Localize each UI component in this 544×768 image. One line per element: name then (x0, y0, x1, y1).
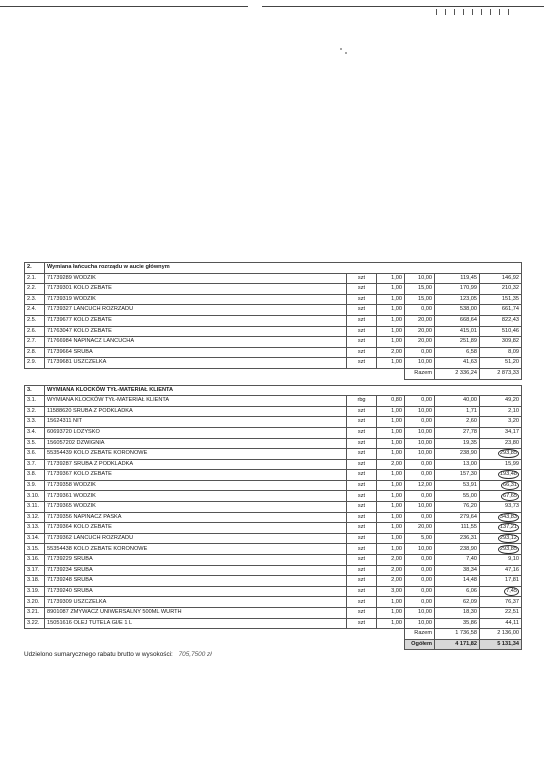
item-number: 2.9. (25, 358, 45, 369)
scan-speck (340, 48, 342, 50)
item-description: 71739361 WODZIK (45, 491, 347, 502)
table-row (25, 326, 522, 337)
item-gross (480, 523, 522, 534)
item-gross: 510,46 (480, 326, 522, 337)
item-unit: szt (347, 294, 377, 305)
table-row (25, 533, 522, 544)
item-number: 2.7. (25, 337, 45, 348)
item-quantity: 2,00 (377, 565, 405, 576)
item-net: 236,31 (435, 533, 480, 544)
item-discount: 15,00 (405, 284, 435, 295)
item-unit: szt (347, 427, 377, 438)
item-gross (480, 449, 522, 460)
table-row (25, 586, 522, 597)
item-gross (480, 533, 522, 544)
item-quantity: 1,00 (377, 608, 405, 619)
item-description: 71739367 KOLO ZEBATE (45, 470, 347, 481)
item-description: 15624311 NIT (45, 417, 347, 428)
item-description: 71739364 KOLO ZEBATE (45, 523, 347, 534)
item-description: 60693720 LOZYSKO (45, 427, 347, 438)
item-quantity: 1,00 (377, 512, 405, 523)
item-unit: szt (347, 459, 377, 470)
table-row (25, 315, 522, 326)
item-number: 3.7. (25, 459, 45, 470)
section-sum-row (25, 629, 522, 640)
circled-value: 137,21 (499, 524, 517, 531)
item-quantity: 1,00 (377, 294, 405, 305)
item-gross: 822,43 (480, 315, 522, 326)
item-discount: 15,00 (405, 294, 435, 305)
sum-label: Razem (405, 629, 435, 640)
item-number: 3.12. (25, 512, 45, 523)
item-number: 3.16. (25, 555, 45, 566)
item-net: 53,91 (435, 480, 480, 491)
item-quantity: 1,00 (377, 305, 405, 316)
item-gross (480, 586, 522, 597)
item-description: 71739362 LANCUCH ROZRZADU (45, 533, 347, 544)
item-quantity: 3,00 (377, 586, 405, 597)
sum-spacer (25, 368, 405, 379)
table-row (25, 396, 522, 407)
table-row (25, 597, 522, 608)
item-number: 3.10. (25, 491, 45, 502)
item-gross (480, 512, 522, 523)
item-discount: 10,00 (405, 427, 435, 438)
item-net: 170,99 (435, 284, 480, 295)
item-unit: szt (347, 284, 377, 295)
circled-value: 66,31 (503, 481, 517, 488)
item-number: 3.19. (25, 586, 45, 597)
circled-value: 7,45 (506, 587, 517, 594)
item-unit: szt (347, 417, 377, 428)
item-net: 123,05 (435, 294, 480, 305)
table-row (25, 284, 522, 295)
item-discount: 0,00 (405, 305, 435, 316)
item-gross: 309,82 (480, 337, 522, 348)
invoice-table (24, 262, 522, 650)
item-unit: szt (347, 358, 377, 369)
item-number: 3.22. (25, 618, 45, 629)
item-gross: 93,73 (480, 502, 522, 513)
item-description: 55354439 KOLO ZEBATE KORONOWE (45, 449, 347, 460)
sum-spacer (25, 629, 405, 640)
table-row (25, 438, 522, 449)
item-discount: 10,00 (405, 358, 435, 369)
item-description: 8901087 ZMYWACZ UNIWERSALNY 500ML WURTH (45, 608, 347, 619)
item-net: 19,35 (435, 438, 480, 449)
item-unit: rbg (347, 396, 377, 407)
item-unit: szt (347, 315, 377, 326)
sum-gross: 2 136,00 (480, 629, 522, 640)
item-net: 538,00 (435, 305, 480, 316)
table-row (25, 608, 522, 619)
item-gross: 661,74 (480, 305, 522, 316)
table-row (25, 427, 522, 438)
grand-total-gross: 5 131,34 (480, 639, 522, 650)
item-unit: szt (347, 470, 377, 481)
discount-value: 705,7500 zł (178, 651, 212, 658)
item-discount: 10,00 (405, 438, 435, 449)
item-net: 18,30 (435, 608, 480, 619)
item-discount: 20,00 (405, 326, 435, 337)
section-title: Wymiana łańcucha rozrządu w aucie głównym (45, 263, 522, 274)
item-net: 38,34 (435, 565, 480, 576)
item-gross: 44,11 (480, 618, 522, 629)
item-gross: 9,10 (480, 555, 522, 566)
item-unit: szt (347, 305, 377, 316)
discount-text: Udzielono sumarycznego rabatu brutto w wysokości: (24, 651, 173, 658)
table-row (25, 544, 522, 555)
item-discount: 0,00 (405, 347, 435, 358)
item-quantity: 1,00 (377, 406, 405, 417)
item-description: 71739234 SRUBA (45, 565, 347, 576)
item-description: 71739664 SRUBA (45, 347, 347, 358)
item-gross: 34,17 (480, 427, 522, 438)
item-net: 668,64 (435, 315, 480, 326)
item-description: 71739677 KOLO ZEBATE (45, 315, 347, 326)
item-description: 71739287 SRUBA Z PODKLADKA (45, 459, 347, 470)
item-discount: 0,00 (405, 565, 435, 576)
circled-value: 67,65 (503, 492, 517, 499)
item-quantity: 1,00 (377, 438, 405, 449)
invoice-table-body (25, 263, 522, 650)
item-gross (480, 544, 522, 555)
item-gross: 47,16 (480, 565, 522, 576)
scan-marks (436, 2, 526, 8)
item-discount: 10,00 (405, 618, 435, 629)
item-quantity: 1,00 (377, 427, 405, 438)
item-quantity: 1,00 (377, 470, 405, 481)
item-description: WYMIANA KLOCKÓW TYŁ-MATERIAŁ KLIENTA (45, 396, 347, 407)
item-quantity: 1,00 (377, 533, 405, 544)
item-gross (480, 480, 522, 491)
circled-value: 293,12 (499, 534, 517, 541)
item-description: 11588620 SRUBA Z PODKLADKA (45, 406, 347, 417)
item-discount: 10,00 (405, 608, 435, 619)
item-unit: szt (347, 586, 377, 597)
item-quantity: 1,00 (377, 337, 405, 348)
item-net: 76,20 (435, 502, 480, 513)
item-unit: szt (347, 491, 377, 502)
item-description: 71739327 LANCUCH ROZRZADU (45, 305, 347, 316)
item-number: 3.18. (25, 576, 45, 587)
item-number: 3.5. (25, 438, 45, 449)
item-gross: 22,51 (480, 608, 522, 619)
item-description: 71739681 USZCZELKA (45, 358, 347, 369)
item-unit: szt (347, 326, 377, 337)
table-row (25, 358, 522, 369)
table-row (25, 273, 522, 284)
item-net: 238,90 (435, 449, 480, 460)
item-quantity: 2,00 (377, 459, 405, 470)
table-row (25, 512, 522, 523)
item-net: 415,01 (435, 326, 480, 337)
item-description: 71763047 KOLO ZEBATE (45, 326, 347, 337)
item-unit: szt (347, 449, 377, 460)
item-net: 279,64 (435, 512, 480, 523)
item-net: 1,71 (435, 406, 480, 417)
item-quantity: 1,00 (377, 523, 405, 534)
item-description: 156057202 DZWIGNIA (45, 438, 347, 449)
item-discount: 0,00 (405, 417, 435, 428)
table-row (25, 480, 522, 491)
item-gross (480, 470, 522, 481)
item-number: 3.8. (25, 470, 45, 481)
item-unit: szt (347, 533, 377, 544)
item-gross (480, 491, 522, 502)
table-row (25, 459, 522, 470)
item-quantity: 1,00 (377, 284, 405, 295)
item-gross: 210,32 (480, 284, 522, 295)
table-row (25, 305, 522, 316)
circled-value: 293,85 (499, 545, 517, 552)
item-description: 71739289 WODZIK (45, 273, 347, 284)
item-discount: 10,00 (405, 544, 435, 555)
total-spacer (25, 639, 405, 650)
item-number: 3.4. (25, 427, 45, 438)
item-unit: szt (347, 273, 377, 284)
item-number: 3.6. (25, 449, 45, 460)
item-description: 71739229 SRUBA (45, 555, 347, 566)
table-row (25, 523, 522, 534)
table-row (25, 491, 522, 502)
item-net: 41,63 (435, 358, 480, 369)
item-number: 3.2. (25, 406, 45, 417)
item-quantity: 2,00 (377, 555, 405, 566)
item-gross: 2,10 (480, 406, 522, 417)
item-unit: szt (347, 618, 377, 629)
item-number: 2.6. (25, 326, 45, 337)
scan-speck (345, 52, 347, 54)
item-discount: 0,00 (405, 576, 435, 587)
item-number: 3.17. (25, 565, 45, 576)
item-number: 2.4. (25, 305, 45, 316)
item-net: 6,06 (435, 586, 480, 597)
item-gross: 8,09 (480, 347, 522, 358)
grand-total-label: Ogółem (405, 639, 435, 650)
item-discount: 5,00 (405, 533, 435, 544)
grand-total-row (25, 639, 522, 650)
item-discount: 10,00 (405, 406, 435, 417)
section-number: 2. (25, 263, 45, 274)
item-net: 111,55 (435, 523, 480, 534)
circled-value: 293,85 (499, 450, 517, 457)
item-description: 71739365 WODZIK (45, 502, 347, 513)
invoice-table-sheet (24, 262, 521, 650)
item-quantity: 1,00 (377, 544, 405, 555)
item-gross: 151,35 (480, 294, 522, 305)
item-discount: 0,00 (405, 597, 435, 608)
item-description: 71739240 SRUBA (45, 586, 347, 597)
item-number: 2.3. (25, 294, 45, 305)
item-net: 238,90 (435, 544, 480, 555)
item-unit: szt (347, 565, 377, 576)
item-discount: 10,00 (405, 502, 435, 513)
item-number: 2.2. (25, 284, 45, 295)
item-quantity: 1,00 (377, 618, 405, 629)
item-unit: szt (347, 512, 377, 523)
item-discount: 0,00 (405, 470, 435, 481)
item-quantity: 1,00 (377, 315, 405, 326)
item-number: 3.9. (25, 480, 45, 491)
sum-gross: 2 873,33 (480, 368, 522, 379)
item-unit: szt (347, 347, 377, 358)
item-quantity: 1,00 (377, 502, 405, 513)
item-number: 3.20. (25, 597, 45, 608)
item-quantity: 1,00 (377, 480, 405, 491)
item-unit: szt (347, 608, 377, 619)
table-row (25, 449, 522, 460)
table-row (25, 565, 522, 576)
item-number: 3.13. (25, 523, 45, 534)
table-row (25, 406, 522, 417)
circled-value: 343,83 (499, 513, 517, 520)
circled-value: 193,48 (499, 471, 517, 478)
item-unit: szt (347, 555, 377, 566)
item-net: 6,58 (435, 347, 480, 358)
item-net: 7,40 (435, 555, 480, 566)
item-unit: szt (347, 337, 377, 348)
item-discount: 10,00 (405, 449, 435, 460)
item-discount: 12,00 (405, 480, 435, 491)
item-gross: 3,20 (480, 417, 522, 428)
item-discount: 20,00 (405, 523, 435, 534)
item-number: 3.1. (25, 396, 45, 407)
item-quantity: 2,00 (377, 347, 405, 358)
item-gross: 23,80 (480, 438, 522, 449)
item-net: 62,09 (435, 597, 480, 608)
item-number: 3.11. (25, 502, 45, 513)
item-unit: szt (347, 438, 377, 449)
table-row (25, 294, 522, 305)
item-quantity: 2,00 (377, 576, 405, 587)
table-row (25, 417, 522, 428)
item-number: 3.3. (25, 417, 45, 428)
item-discount: 0,00 (405, 555, 435, 566)
item-discount: 20,00 (405, 315, 435, 326)
section-header (25, 385, 522, 396)
grand-total-net: 4 171,82 (435, 639, 480, 650)
item-net: 2,60 (435, 417, 480, 428)
item-gross: 51,20 (480, 358, 522, 369)
section-sum-row (25, 368, 522, 379)
item-discount: 10,00 (405, 273, 435, 284)
table-row (25, 347, 522, 358)
item-net: 35,86 (435, 618, 480, 629)
item-gross: 17,81 (480, 576, 522, 587)
item-discount: 0,00 (405, 491, 435, 502)
item-description: 71766984 NAPINACZ LANCUCHA (45, 337, 347, 348)
item-net: 27,78 (435, 427, 480, 438)
item-unit: szt (347, 576, 377, 587)
item-gross: 49,20 (480, 396, 522, 407)
item-number: 3.21. (25, 608, 45, 619)
item-net: 157,30 (435, 470, 480, 481)
item-number: 3.15. (25, 544, 45, 555)
discount-note (24, 651, 212, 658)
item-quantity: 1,00 (377, 326, 405, 337)
item-discount: 0,00 (405, 459, 435, 470)
item-unit: szt (347, 502, 377, 513)
table-row (25, 337, 522, 348)
item-quantity: 1,00 (377, 358, 405, 369)
item-net: 55,00 (435, 491, 480, 502)
item-gross: 15,99 (480, 459, 522, 470)
item-quantity: 1,00 (377, 417, 405, 428)
item-unit: szt (347, 523, 377, 534)
item-number: 2.1. (25, 273, 45, 284)
item-number: 2.5. (25, 315, 45, 326)
item-net: 14,48 (435, 576, 480, 587)
section-title: WYMIANA KLOCKÓW TYŁ-MATERIAŁ KLIENTA (45, 385, 522, 396)
item-discount: 20,00 (405, 337, 435, 348)
item-description: 15051616 OLEJ TUTELA GI/E 1 L (45, 618, 347, 629)
table-row (25, 576, 522, 587)
item-quantity: 1,00 (377, 597, 405, 608)
border-gap (248, 3, 262, 8)
item-number: 2.8. (25, 347, 45, 358)
item-quantity: 1,00 (377, 449, 405, 460)
item-unit: szt (347, 597, 377, 608)
item-description: 71739356 NAPINACZ PASKA (45, 512, 347, 523)
item-net: 13,00 (435, 459, 480, 470)
item-description: 71739301 KOLO ZEBATE (45, 284, 347, 295)
section-header (25, 263, 522, 274)
item-number: 3.14. (25, 533, 45, 544)
item-discount: 0,00 (405, 512, 435, 523)
item-description: 71739248 SRUBA (45, 576, 347, 587)
item-gross: 76,37 (480, 597, 522, 608)
sum-net: 2 336,24 (435, 368, 480, 379)
item-quantity: 1,00 (377, 491, 405, 502)
item-net: 119,45 (435, 273, 480, 284)
table-row (25, 502, 522, 513)
table-row (25, 618, 522, 629)
table-row (25, 555, 522, 566)
item-net: 251,89 (435, 337, 480, 348)
item-description: 55354438 KOLO ZEBATE KORONOWE (45, 544, 347, 555)
item-discount: 0,00 (405, 586, 435, 597)
item-unit: szt (347, 544, 377, 555)
item-net: 40,00 (435, 396, 480, 407)
table-row (25, 470, 522, 481)
item-description: 71739309 USZCZELKA (45, 597, 347, 608)
item-description: 71739358 WODZIK (45, 480, 347, 491)
item-quantity: 0,80 (377, 396, 405, 407)
item-gross: 146,92 (480, 273, 522, 284)
item-quantity: 1,00 (377, 273, 405, 284)
sum-label: Razem (405, 368, 435, 379)
item-unit: szt (347, 406, 377, 417)
item-description: 71739319 WODZIK (45, 294, 347, 305)
item-discount: 0,00 (405, 396, 435, 407)
sum-net: 1 736,58 (435, 629, 480, 640)
section-number: 3. (25, 385, 45, 396)
item-unit: szt (347, 480, 377, 491)
